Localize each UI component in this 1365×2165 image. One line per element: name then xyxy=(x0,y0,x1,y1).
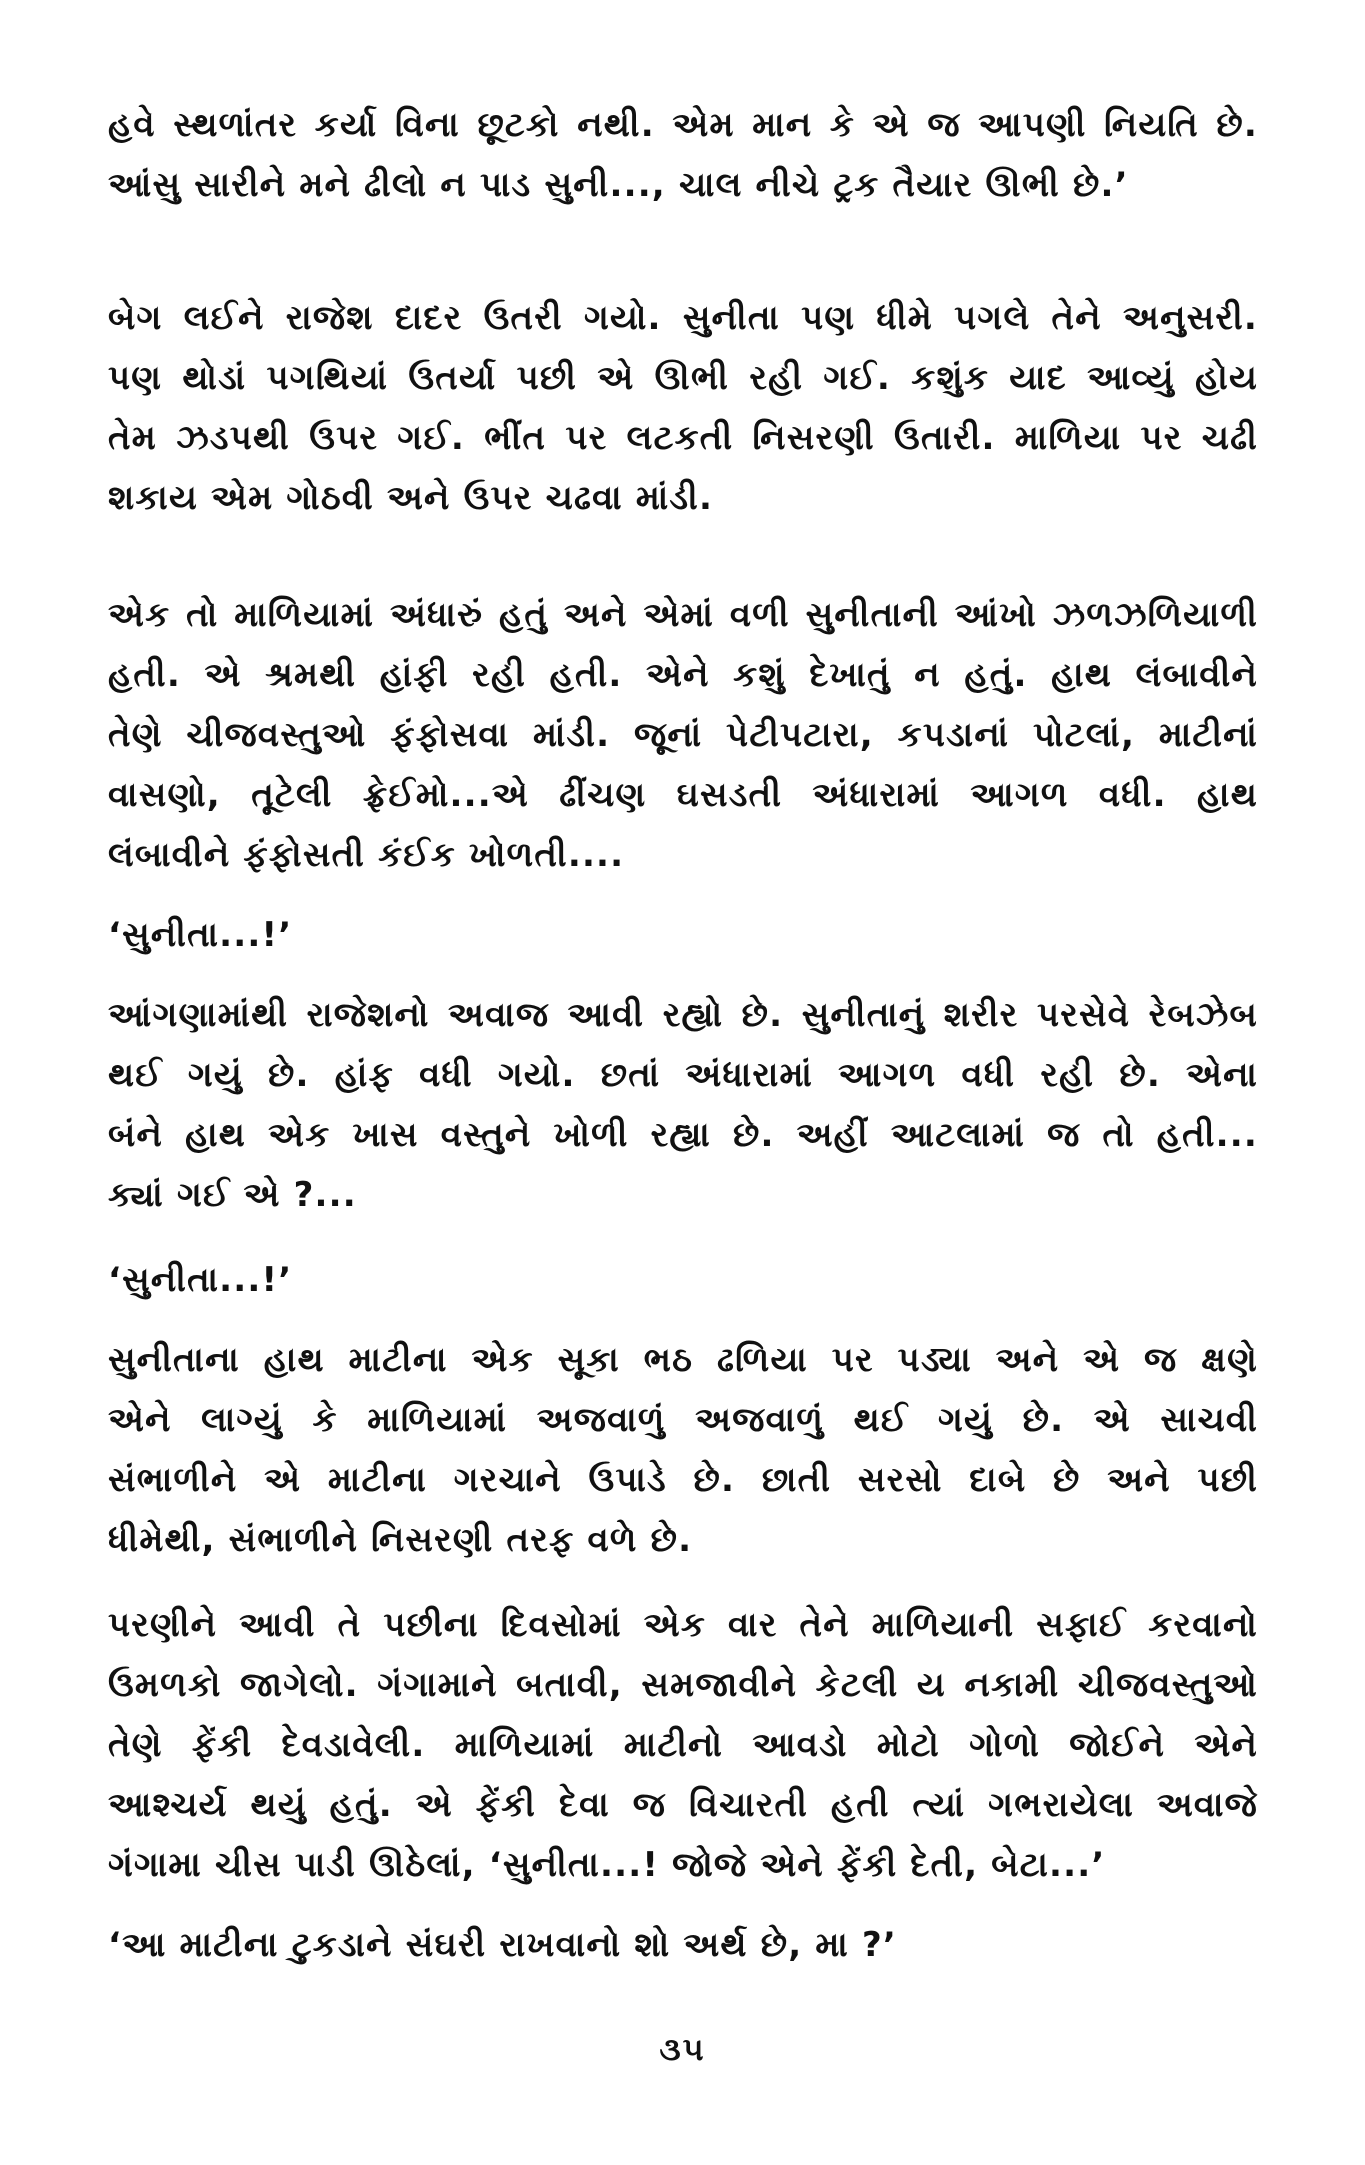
paragraph-1 xyxy=(108,95,1258,215)
paragraph-8 xyxy=(108,1595,1258,1895)
text-line: ‘આ માટીના ટુકડાને સંઘરી રાખવાનો શો અર્થ છે, મા ?’ xyxy=(108,1925,897,1965)
text-line: તેમ ઝડપથી ઉપર ગઈ. ભીંત પર લટકતી નિસરણી ઉતારી. માળિયા પર ચઢી xyxy=(108,418,1258,458)
paragraph-6 xyxy=(108,1250,1258,1310)
text-line: બેગ લઈને રાજેશ દાદર ઉતરી ગયો. સુનીતા પણ ધીમે પગલે તેને અનુસરી. xyxy=(108,298,1258,338)
text-line: વાસણો, તૂટેલી ફ્રેઈમો...એ ઢીંચણ ઘસડતી અંધારામાં આગળ વધી. હાથ xyxy=(108,775,1258,815)
text-line: બંને હાથ એક ખાસ વસ્તુને ખોળી રહ્યા છે. અહીં આટલામાં જ તો હતી... xyxy=(108,1115,1258,1155)
text-line: ઉમળકો જાગેલો. ગંગામાને બતાવી, સમજાવીને કેટલી ય નકામી ચીજવસ્તુઓ xyxy=(108,1665,1258,1705)
paragraph-2 xyxy=(108,288,1258,528)
text-line: થઈ ગયું છે. હાંફ વધી ગયો. છતાં અંધારામાં આગળ વધી રહી છે. એના xyxy=(108,1055,1258,1095)
paragraph-4 xyxy=(108,905,1258,965)
text-line: ‘સુનીતા...!’ xyxy=(108,915,293,955)
text-line: આંસુ સારીને મને ઢીલો ન પાડ સુની..., ચાલ નીચે ટ્રક તૈયાર ઊભી છે.’ xyxy=(108,165,1129,205)
page-number: ૩૫ xyxy=(659,2030,706,2068)
text-line: એને લાગ્યું કે માળિયામાં અજવાળું અજવાળું થઈ ગયું છે. એ સાચવી xyxy=(108,1400,1258,1440)
text-line: ‘સુનીતા...!’ xyxy=(108,1260,293,1300)
text-line: પરણીને આવી તે પછીના દિવસોમાં એક વાર તેને માળિયાની સફાઈ કરવાનો xyxy=(108,1605,1258,1645)
text-line: સુનીતાના હાથ માટીના એક સૂકા ભઠ ઢળિયા પર પડ્યા અને એ જ ક્ષણે xyxy=(108,1340,1258,1380)
text-line: ધીમેથી, સંભાળીને નિસરણી તરફ વળે છે. xyxy=(108,1520,693,1560)
text-line: એક તો માળિયામાં અંધારું હતું અને એમાં વળી સુનીતાની આંખો ઝળઝળિયાળી xyxy=(108,595,1258,635)
text-line: આશ્ચર્ય થયું હતું. એ ફેંકી દેવા જ વિચારતી હતી ત્યાં ગભરાયેલા અવાજે xyxy=(108,1785,1258,1825)
text-line: આંગણામાંથી રાજેશનો અવાજ આવી રહ્યો છે. સુનીતાનું શરીર પરસેવે રેબઝેબ xyxy=(108,995,1258,1035)
text-line: તેણે ચીજવસ્તુઓ ફંફોસવા માંડી. જૂનાં પેટીપટારા, કપડાનાં પોટલાં, માટીનાં xyxy=(108,715,1258,755)
text-line: હવે સ્થળાંતર કર્યા વિના છૂટકો નથી. એમ માન કે એ જ આપણી નિયતિ છે. xyxy=(108,105,1258,145)
text-line: પણ થોડાં પગથિયાં ઉતર્યા પછી એ ઊભી રહી ગઈ. કશુંક યાદ આવ્યું હોય xyxy=(108,358,1258,398)
text-line: સંભાળીને એ માટીના ગરચાને ઉપાડે છે. છાતી સરસો દાબે છે અને પછી xyxy=(108,1460,1258,1500)
text-line: ગંગામા ચીસ પાડી ઊઠેલાં, ‘સુનીતા...! જોજે એને ફેંકી દેતી, બેટા...’ xyxy=(108,1845,1106,1885)
text-line: લંબાવીને ફંફોસતી કંઈક ખોળતી.... xyxy=(108,835,625,875)
paragraph-3 xyxy=(108,585,1258,885)
text-line: ક્યાં ગઈ એ ?... xyxy=(108,1175,357,1215)
paragraph-7 xyxy=(108,1330,1258,1570)
text-line: હતી. એ શ્રમથી હાંફી રહી હતી. એને કશું દેખાતું ન હતું. હાથ લંબાવીને xyxy=(108,655,1258,695)
text-line: શકાય એમ ગોઠવી અને ઉપર ચઢવા માંડી. xyxy=(108,478,714,518)
paragraph-9 xyxy=(108,1915,1258,1975)
text-line: તેણે ફેંકી દેવડાવેલી. માળિયામાં માટીનો આવડો મોટો ગોળો જોઈને એને xyxy=(108,1725,1258,1765)
paragraph-5 xyxy=(108,985,1258,1225)
